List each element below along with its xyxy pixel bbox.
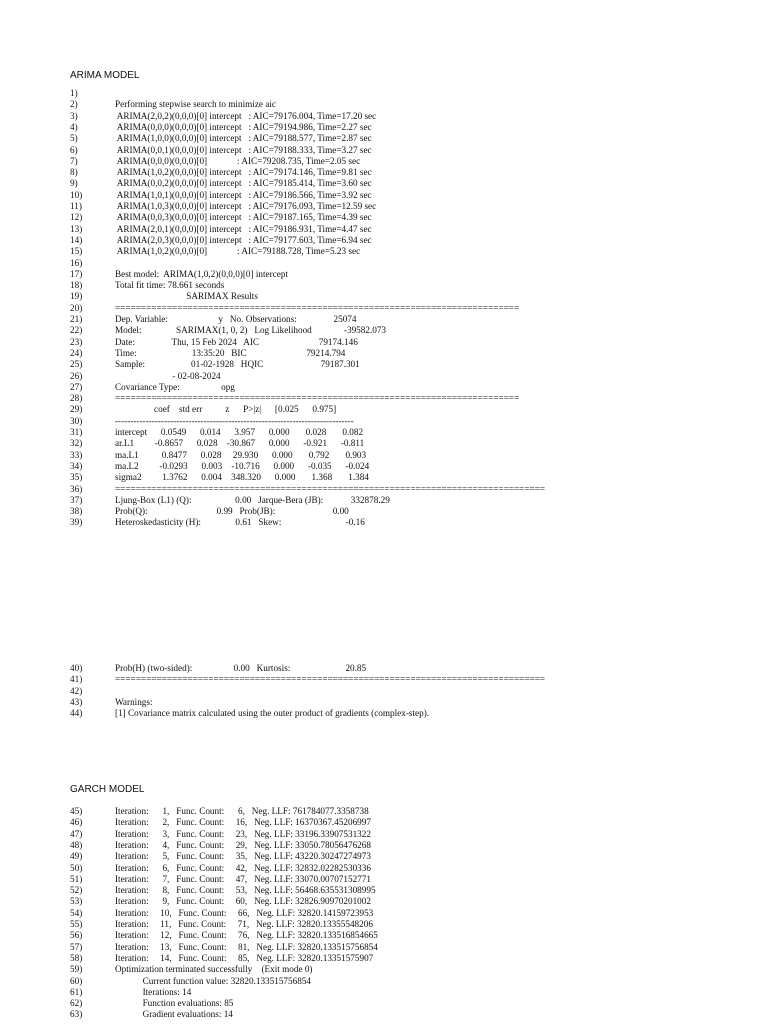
- line-number: 29): [70, 404, 83, 415]
- log-line: [0, 416, 768, 427]
- log-line: [0, 472, 768, 483]
- log-line: [0, 1009, 768, 1020]
- line-number: 39): [70, 517, 83, 528]
- log-line: [0, 178, 768, 189]
- line-number: 58): [70, 952, 83, 963]
- line-number: 57): [70, 941, 83, 952]
- line-text: Iterations: 14: [115, 986, 192, 997]
- line-number: 31): [70, 427, 83, 437]
- log-line: [0, 167, 768, 178]
- line-text: Iteration: 13, Func. Count: 81, Neg. LLF: 32820.133515756854: [115, 941, 378, 952]
- log-line: [0, 484, 768, 495]
- log-line: [0, 697, 768, 708]
- line-number: 43): [70, 696, 83, 707]
- log-line: [0, 517, 768, 528]
- line-text: ===================================================================================: [115, 674, 546, 685]
- log-line: [0, 461, 768, 472]
- line-number: 22): [70, 325, 83, 336]
- line-text: Model: SARIMAX(1, 0, 2) Log Likelihood -39582.073: [115, 325, 387, 336]
- line-number: 52): [70, 885, 83, 896]
- log-line: [0, 224, 768, 235]
- line-number: 20): [70, 302, 83, 313]
- log-line: [0, 896, 768, 907]
- line-number: 13): [70, 223, 83, 234]
- log-line: [0, 829, 768, 840]
- log-line: [0, 371, 768, 382]
- log-line: [0, 686, 768, 697]
- line-text: Iteration: 10, Func. Count: 66, Neg. LLF: 32820.14159723953: [115, 907, 374, 918]
- line-text: ARIMA(1,0,0)(0,0,0)[0] intercept : AIC=79188.577, Time=2.87 sec: [115, 133, 372, 144]
- line-number: 7): [70, 155, 78, 166]
- line-text: Iteration: 3, Func. Count: 23, Neg. LLF: 33196.33907531322: [115, 828, 371, 839]
- line-number: 40): [70, 663, 83, 673]
- log-line: [0, 851, 768, 862]
- line-text: ma.L2 -0.0293 0.003 -10.716 0.000 -0.035 -0.024: [115, 460, 370, 471]
- line-number: 19): [70, 291, 83, 302]
- line-number: 18): [70, 280, 83, 291]
- log-line: [0, 908, 768, 919]
- log-line: [0, 269, 768, 280]
- log-line: [0, 201, 768, 212]
- log-line: [0, 122, 768, 133]
- line-text: Ljung-Box (L1) (Q): 0.00 Jarque-Bera (JB): 332878.29: [115, 494, 390, 505]
- line-text: ARIMA(0,0,0)(0,0,0)[0] intercept : AIC=79194.986, Time=2.27 sec: [115, 121, 372, 132]
- log-line: [0, 404, 768, 415]
- line-text: Iteration: 7, Func. Count: 47, Neg. LLF: 33070.00707152771: [115, 873, 371, 884]
- line-number: 16): [70, 257, 83, 268]
- log-line: [0, 450, 768, 461]
- line-text: Iteration: 12, Func. Count: 76, Neg. LLF: 32820.133516854665: [115, 930, 378, 941]
- line-number: 41): [70, 674, 83, 685]
- line-text: ma.L1 0.8477 0.028 29.930 0.000 0.792 0.903: [115, 449, 367, 460]
- line-number: 63): [70, 1009, 83, 1020]
- log-line: [0, 325, 768, 336]
- log-line: [0, 495, 768, 506]
- log-line: [0, 280, 768, 291]
- log-line: [0, 99, 768, 110]
- line-text: ARIMA(0,0,0)(0,0,0)[0] : AIC=79208.735, Time=2.05 sec: [115, 155, 361, 166]
- log-line: [0, 246, 768, 257]
- line-text: Sample: 01-02-1928 HQIC 79187.301: [115, 359, 360, 370]
- line-text: Iteration: 1, Func. Count: 6, Neg. LLF: 761784077.3358738: [115, 806, 369, 816]
- line-text: ar.L1 -0.8657 0.028 -30.867 0.000 -0.921 -0.811: [115, 438, 365, 449]
- line-number: 26): [70, 370, 83, 381]
- log-line: [0, 840, 768, 851]
- line-number: 5): [70, 133, 78, 144]
- line-number: 54): [70, 907, 83, 918]
- line-text: coef std err z P>|z| [0.025 0.975]: [115, 404, 337, 415]
- log-line: [0, 359, 768, 370]
- line-text: Dep. Variable: y No. Observations: 25074: [115, 314, 357, 324]
- log-line: [0, 930, 768, 941]
- line-text: Gradient evaluations: 14: [115, 1009, 233, 1020]
- line-number: 47): [70, 828, 83, 839]
- log-line: [0, 953, 768, 964]
- line-text: Prob(Q): 0.99 Prob(JB): 0.00: [115, 506, 349, 517]
- line-number: 42): [70, 685, 83, 696]
- line-number: 35): [70, 472, 83, 483]
- line-number: 23): [70, 336, 83, 347]
- line-number: 61): [70, 986, 83, 997]
- log-line: [0, 863, 768, 874]
- line-text: Current function value: 32820.133515756854: [115, 975, 311, 986]
- line-number: 51): [70, 873, 83, 884]
- log-line: [0, 303, 768, 314]
- line-text: Warnings:: [115, 696, 153, 707]
- line-text: Time: 13:35:20 BIC 79214.794: [115, 347, 346, 358]
- line-number: 37): [70, 494, 83, 505]
- line-text: Total fit time: 78.661 seconds: [115, 280, 225, 291]
- line-text: Iteration: 2, Func. Count: 16, Neg. LLF: 16370367.45206997: [115, 817, 371, 828]
- line-text: ==============================================================================: [115, 393, 520, 404]
- line-text: SARIMAX Results: [115, 291, 258, 302]
- line-number: 53): [70, 896, 83, 907]
- line-text: Iteration: 11, Func. Count: 71, Neg. LLF: 32820.13355548206: [115, 919, 373, 929]
- line-text: ARIMA(0,0,3)(0,0,0)[0] intercept : AIC=79187.165, Time=4.39 sec: [115, 212, 372, 223]
- log-line: [0, 393, 768, 404]
- log-line: [0, 674, 768, 685]
- log-line: [0, 438, 768, 449]
- log-line: [0, 998, 768, 1009]
- line-text: [1] Covariance matrix calculated using the outer product of gradients (complex-step).: [115, 708, 430, 719]
- line-number: 15): [70, 246, 83, 257]
- line-text: Iteration: 8, Func. Count: 53, Neg. LLF: 56468.635531308995: [115, 885, 376, 896]
- line-number: 55): [70, 919, 83, 929]
- line-number: 1): [70, 88, 78, 98]
- line-text: Iteration: 6, Func. Count: 42, Neg. LLF: 32832.02282530336: [115, 862, 371, 873]
- log-line: [0, 337, 768, 348]
- arima-heading: ARIMA MODEL: [70, 70, 140, 81]
- line-number: 27): [70, 381, 83, 392]
- log-line: [0, 942, 768, 953]
- line-text: ARIMA(1,0,2)(0,0,0)[0] intercept : AIC=79174.146, Time=9.81 sec: [115, 167, 372, 178]
- log-line: [0, 919, 768, 930]
- line-number: 25): [70, 359, 83, 370]
- log-line: [0, 987, 768, 998]
- line-number: 60): [70, 975, 83, 986]
- log-line: [0, 885, 768, 896]
- line-number: 2): [70, 99, 78, 110]
- line-text: Iteration: 9, Func. Count: 60, Neg. LLF: 32826.90970201002: [115, 896, 371, 907]
- line-text: sigma2 1.3762 0.004 348.320 0.000 1.368 1.384: [115, 472, 369, 483]
- log-line: [0, 976, 768, 987]
- line-text: Performing stepwise search to minimize aic: [115, 99, 276, 110]
- log-line: [0, 506, 768, 517]
- line-number: 3): [70, 110, 78, 121]
- line-number: 33): [70, 449, 83, 460]
- line-number: 9): [70, 178, 78, 189]
- log-line: [0, 156, 768, 167]
- log-line: [0, 190, 768, 201]
- line-text: Optimization terminated successfully (Exit mode 0): [115, 964, 313, 975]
- line-text: ARIMA(1,0,3)(0,0,0)[0] intercept : AIC=79176.093, Time=12.59 sec: [115, 201, 377, 211]
- line-number: 4): [70, 121, 78, 132]
- line-number: 36): [70, 483, 83, 494]
- line-number: 28): [70, 393, 83, 404]
- line-number: 50): [70, 862, 83, 873]
- log-line: [0, 427, 768, 438]
- log-line: [0, 145, 768, 156]
- line-text: ==============================================================================: [115, 302, 520, 313]
- line-text: Function evaluations: 85: [115, 998, 234, 1009]
- line-number: 46): [70, 817, 83, 828]
- line-text: ARIMA(0,0,2)(0,0,0)[0] intercept : AIC=79185.414, Time=3.60 sec: [115, 178, 372, 189]
- garch-heading: GARCH MODEL: [70, 784, 145, 795]
- line-number: 38): [70, 506, 83, 517]
- line-text: ------------------------------------------------------------------------------: [115, 415, 354, 426]
- line-text: - 02-08-2024: [115, 370, 221, 381]
- log-line: [0, 314, 768, 325]
- line-number: 21): [70, 314, 83, 324]
- log-line: [0, 663, 768, 674]
- line-text: ARIMA(2,0,1)(0,0,0)[0] intercept : AIC=79186.931, Time=4.47 sec: [115, 223, 372, 234]
- log-line: [0, 235, 768, 246]
- log-line: [0, 708, 768, 719]
- line-text: Iteration: 4, Func. Count: 29, Neg. LLF: 33050.78056476268: [115, 839, 371, 850]
- line-number: 24): [70, 347, 83, 358]
- line-number: 6): [70, 144, 78, 155]
- line-text: ===================================================================================: [115, 483, 546, 494]
- line-text: Iteration: 5, Func. Count: 35, Neg. LLF: 43220.30247274973: [115, 851, 371, 862]
- line-number: 49): [70, 851, 83, 862]
- line-text: Date: Thu, 15 Feb 2024 AIC 79174.146: [115, 336, 358, 347]
- line-text: Covariance Type: opg: [115, 381, 235, 392]
- line-number: 34): [70, 460, 83, 471]
- line-number: 14): [70, 234, 83, 245]
- log-line: [0, 111, 768, 122]
- line-text: ARIMA(2,0,3)(0,0,0)[0] intercept : AIC=79177.603, Time=6.94 sec: [115, 234, 372, 245]
- line-number: 30): [70, 415, 83, 426]
- line-text: Prob(H) (two-sided): 0.00 Kurtosis: 20.85: [115, 663, 367, 673]
- line-number: 12): [70, 212, 83, 223]
- line-text: Iteration: 14, Func. Count: 85, Neg. LLF: 32820.13351575907: [115, 952, 374, 963]
- log-line: [0, 806, 768, 817]
- log-line: [0, 382, 768, 393]
- line-text: ARIMA(1,0,2)(0,0,0)[0] : AIC=79188.728, Time=5.23 sec: [115, 246, 361, 257]
- line-text: Best model: ARIMA(1,0,2)(0,0,0)[0] intercept: [115, 268, 288, 279]
- line-number: 17): [70, 268, 83, 279]
- line-text: ARIMA(2,0,2)(0,0,0)[0] intercept : AIC=79176.004, Time=17.20 sec: [115, 110, 377, 121]
- line-number: 10): [70, 189, 83, 200]
- log-line: [0, 348, 768, 359]
- line-number: 8): [70, 167, 78, 178]
- line-number: 59): [70, 964, 83, 975]
- log-line: [0, 258, 768, 269]
- line-number: 11): [70, 201, 82, 211]
- line-text: intercept 0.0549 0.014 3.957 0.000 0.028 0.082: [115, 427, 364, 437]
- log-line: [0, 291, 768, 302]
- line-number: 45): [70, 806, 83, 816]
- line-text: ARIMA(0,0,1)(0,0,0)[0] intercept : AIC=79188.333, Time=3.27 sec: [115, 144, 372, 155]
- line-number: 32): [70, 438, 83, 449]
- line-number: 44): [70, 708, 83, 719]
- log-line: [0, 874, 768, 885]
- log-line: [0, 964, 768, 975]
- line-number: 48): [70, 839, 83, 850]
- line-text: ARIMA(1,0,1)(0,0,0)[0] intercept : AIC=79186.566, Time=3.92 sec: [115, 189, 372, 200]
- log-line: [0, 817, 768, 828]
- log-line: [0, 88, 768, 99]
- line-text: Heteroskedasticity (H): 0.61 Skew: -0.16: [115, 517, 365, 528]
- log-line: [0, 212, 768, 223]
- log-line: [0, 133, 768, 144]
- line-number: 56): [70, 930, 83, 941]
- line-number: 62): [70, 998, 83, 1009]
